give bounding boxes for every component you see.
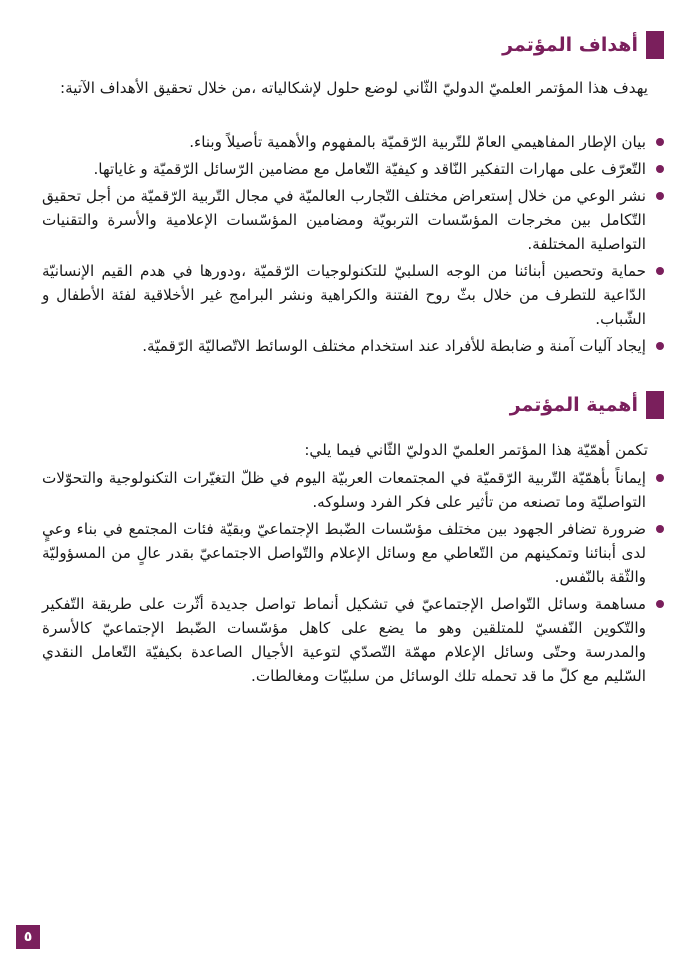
section-intro: تكمن أهمّيّة هذا المؤتمر العلميّ الدوليّ الثّاني فيما يلي: (304, 441, 648, 459)
list-item-text: إيماناً بأهمّيّة التّربية الرّقميّة في المجتمعات العربيّة اليوم في ظلّ التغيّرات التكنولوجية والتحوّلات التواصليّة وما تصنعه من تأثير على فكر الفرد وسلوكه. (42, 469, 646, 511)
list-item-text: ضرورة تضافر الجهود بين مختلف مؤسّسات الضّبط الإجتماعيّ وبقيّة فئات المجتمع في بناء وعيٍ لدى أبنائنا وتمكينهم من التّعاطي مع وسائل الإعلام والتّواصل الاجتماعيّ بقدر عالٍ من المسؤوليّة والثّقة بالنّفس. (42, 520, 646, 586)
objectives-list (42, 130, 668, 361)
bullet-icon (656, 474, 664, 482)
section-marker (646, 391, 664, 419)
list-item-text: نشر الوعي من خلال إستعراض مختلف التّجارب العالميّة في مجال التّربية الرّقميّة من أجل تحقيق التّكامل بين مخرجات المؤسّسات التربويّة ومضامين المؤسّسات الإعلامية والأسرة والتقنيات التواصلية المختلفة. (42, 187, 646, 253)
section-title: أهداف المؤتمر (502, 34, 638, 56)
bullet-icon (656, 600, 664, 608)
section-header-objectives (502, 28, 664, 62)
section-marker (646, 31, 664, 59)
section-title: أهمية المؤتمر (509, 394, 638, 416)
bullet-icon (656, 192, 664, 200)
bullet-icon (656, 165, 664, 173)
list-item-text: التّعرّف على مهارات التفكير النّاقد و كيفيّة التّعامل مع مضامين الرّسائل الرّقميّة و غاياتها. (93, 160, 646, 178)
list-item (42, 466, 668, 514)
section-header-importance (510, 388, 664, 422)
list-item (42, 184, 668, 256)
list-item (42, 334, 668, 358)
list-item (42, 517, 668, 589)
list-item-text: بيان الإطار المفاهيمي العامّ للتّربية الرّقميّة بالمفهوم والأهمية تأصيلاً وبناء. (189, 133, 646, 151)
section-intro: يهدف هذا المؤتمر العلميّ الدوليّ الثّاني لوضع حلول لإشكالياته ،من خلال تحقيق الأهداف الآتية: (60, 79, 648, 97)
list-item (42, 157, 668, 181)
list-item-text: حماية وتحصين أبنائنا من الوجه السلبيّ للتكنولوجيات الرّقميّة ،ودورها في هدم القيم الإنسانيّة الدّاعية للتطرف من خلال بثّ روح الفتنة والكراهية ونشر البرامج غير الأخلاقية لفئة الأطفال و الشّباب. (42, 262, 646, 328)
list-item-text: إيجاد آليات آمنة و ضابطة للأفراد عند استخدام مختلف الوسائط الاتّصاليّة الرّقميّة. (142, 337, 646, 355)
bullet-icon (656, 525, 664, 533)
list-item (42, 259, 668, 331)
list-item (42, 130, 668, 154)
list-item (42, 592, 668, 688)
bullet-icon (656, 342, 664, 350)
importance-list (42, 466, 668, 691)
bullet-icon (656, 267, 664, 275)
bullet-icon (656, 138, 664, 146)
list-item-text: مساهمة وسائل التّواصل الإجتماعيّ في تشكيل أنماط تواصل جديدة أثّرت على طريقة التّفكير والتّكوين النّفسيّ للمتلقين وهو ما يضع على كاهل مؤسّسات الضّبط الإجتماعيّ كالأسرة والمدرسة وحتّى وسائل الإعلام مهمّة التّصدّي لتوعية الأجيال الصاعدة بكيفيّة التّعامل النقدي السّليم مع كلّ ما قد تحمله تلك الوسائل من سلبيّات ومغالطات. (42, 595, 646, 685)
page-number: ٥ (16, 925, 40, 949)
